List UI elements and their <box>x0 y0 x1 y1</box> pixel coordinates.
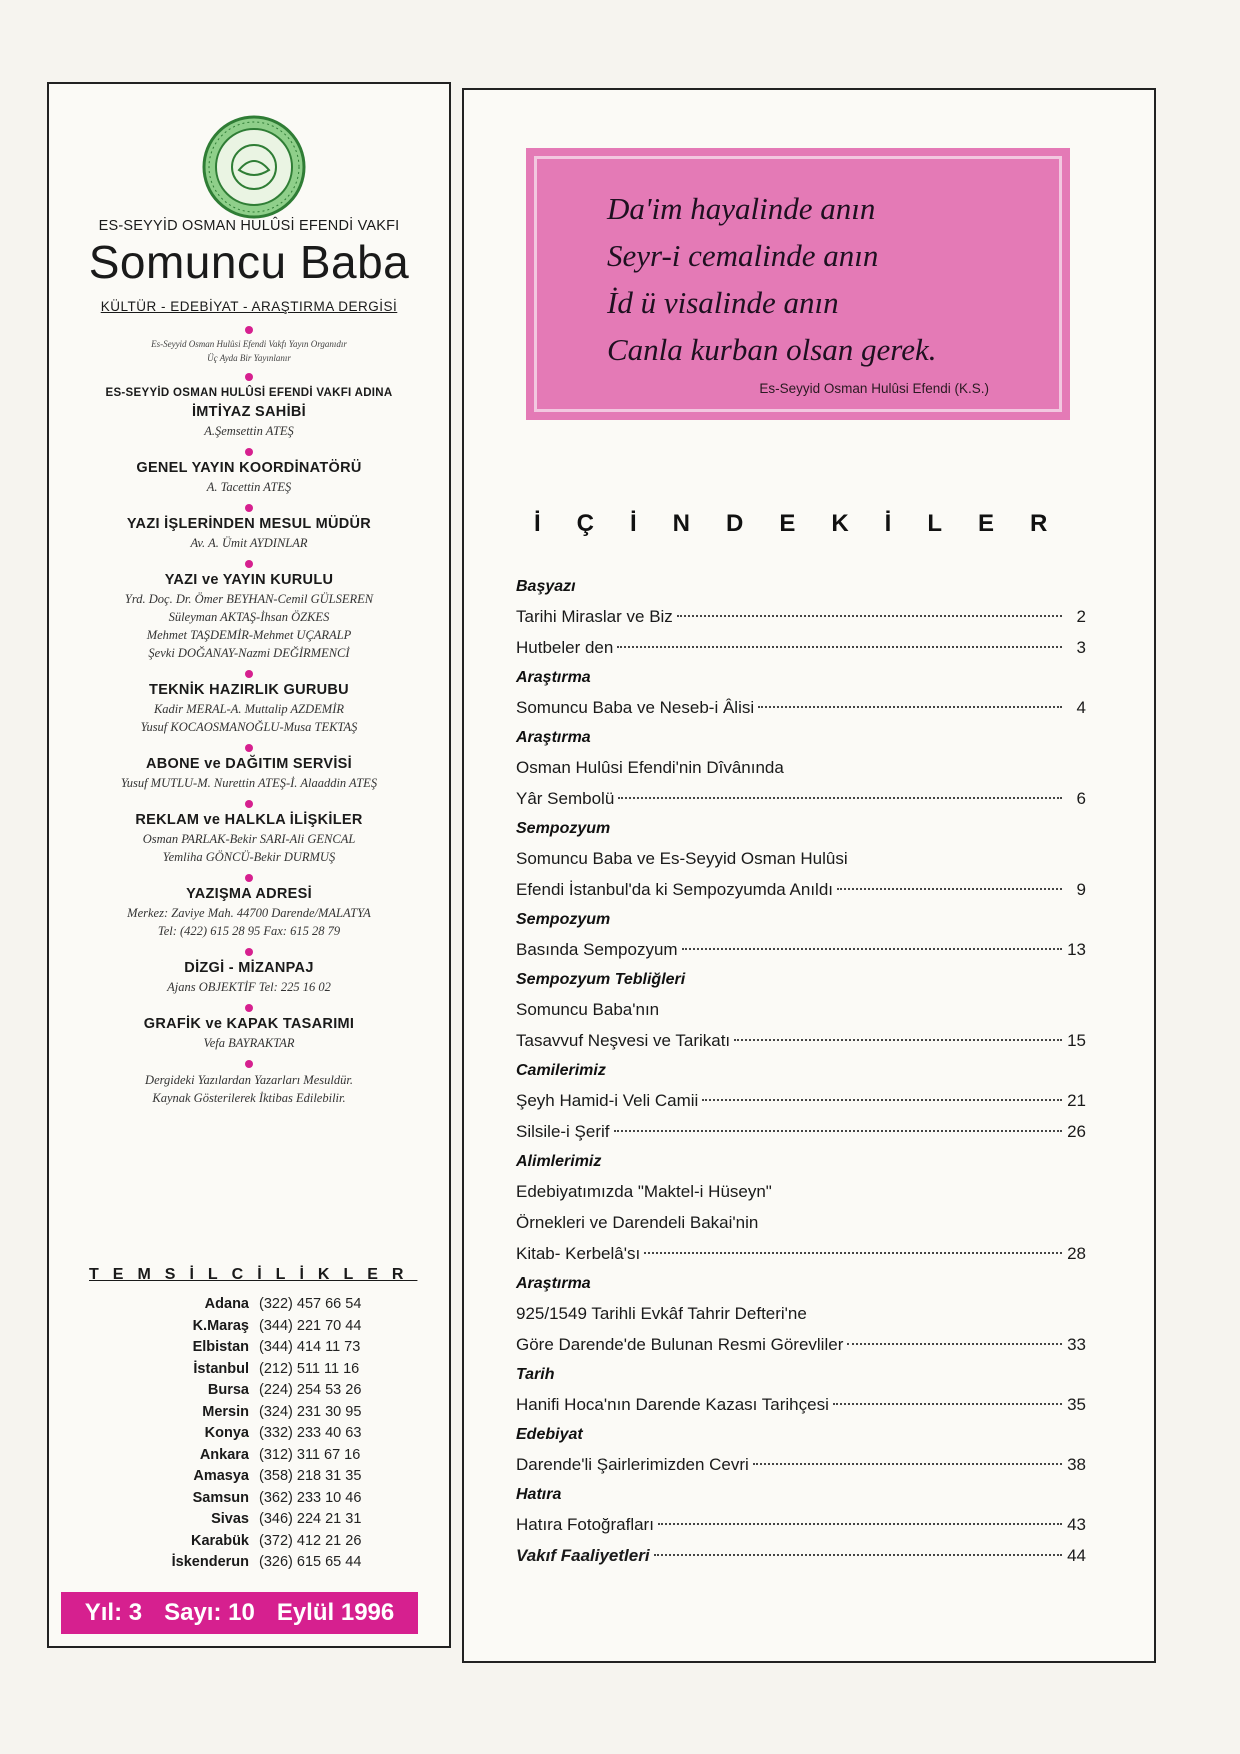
toc-section-heading: Alimlerimiz <box>516 1153 602 1170</box>
toc-section-heading: Başyazı <box>516 578 576 595</box>
toc-page-number: 9 <box>1076 880 1086 899</box>
toc-title-line: Edebiyatımızda "Maktel-i Hüseyn" <box>516 1182 772 1201</box>
toc-entry[interactable] <box>516 1389 1086 1420</box>
bullet-dot <box>245 1060 253 1068</box>
rep-city: Sivas <box>211 1511 249 1527</box>
credit-block <box>57 448 441 496</box>
foundation-seal-logo <box>201 114 307 220</box>
rep-phone: (322) 457 66 54 <box>259 1296 362 1312</box>
credit-role: YAZI ve YAYIN KURULU <box>164 572 334 588</box>
toc-page-number: 3 <box>1076 638 1086 657</box>
credit-block <box>57 670 441 736</box>
toc-entry-title: Efendi İstanbul'da ki Sempozyumda Anıldı <box>516 880 833 899</box>
toc-entry[interactable] <box>516 632 1086 663</box>
toc-dot-leader <box>682 948 1062 950</box>
rep-city: Samsun <box>192 1489 249 1506</box>
rep-phone: (344) 414 11 73 <box>259 1339 361 1355</box>
toc-entry[interactable] <box>516 601 1086 632</box>
poem-line: Da'im hayalinde anın <box>607 191 876 226</box>
bullet-dot <box>245 948 253 956</box>
toc-page-number: 33 <box>1067 1335 1086 1354</box>
toc-section-heading: Araştırma <box>516 1275 591 1292</box>
toc-dot-leader <box>847 1343 1062 1345</box>
bullet-dot <box>245 326 253 334</box>
toc-dot-leader <box>833 1403 1062 1405</box>
credit-block <box>57 744 441 792</box>
rep-city: Konya <box>204 1425 249 1441</box>
credit-role: REKLAM ve HALKLA İLİŞKİLER <box>135 812 363 828</box>
rep-phone: (358) 218 31 35 <box>259 1468 362 1484</box>
rep-phone: (312) 311 67 16 <box>259 1446 361 1463</box>
toc-entry-title: Şeyh Hamid-i Veli Camii <box>516 1091 699 1110</box>
issue-date: Eylül 1996 <box>276 1599 395 1626</box>
rep-phone: (346) 224 21 31 <box>259 1511 362 1527</box>
credit-name: Yemliha GÖNCÜ-Bekir DURMUŞ <box>162 850 336 864</box>
toc-section-heading: Araştırma <box>516 669 591 686</box>
toc-title-line: Örnekleri ve Darendeli Bakai'nin <box>516 1213 759 1232</box>
rep-city: Karabük <box>190 1532 249 1549</box>
representative-row <box>109 1294 361 1316</box>
toc-entry-title: Hanifi Hoca'nın Darende Kazası Tarihçesi <box>516 1395 829 1414</box>
credit-name: Kadir MERAL-A. Muttalip AZDEMİR <box>153 702 345 716</box>
rep-city: İstanbul <box>193 1360 249 1377</box>
credit-block <box>57 1004 441 1052</box>
representative-row <box>109 1423 361 1445</box>
toc-dot-leader <box>617 646 1062 648</box>
toc-page-number: 43 <box>1067 1515 1086 1534</box>
credit-name: Tel: (422) 615 28 95 Fax: 615 28 79 <box>157 924 341 938</box>
representative-row <box>109 1552 361 1574</box>
citation-note: Dergideki Yazılardan Yazarları Mesuldür. Kaynak Gösterilerek İktibas Edilebilir. <box>57 1060 441 1107</box>
credit-role: TEKNİK HAZIRLIK GURUBU <box>149 682 349 698</box>
representative-row <box>109 1337 361 1359</box>
toc-entry[interactable] <box>516 1025 1086 1056</box>
credit-name: Yrd. Doç. Dr. Ömer BEYHAN-Cemil GÜLSEREN <box>124 592 374 606</box>
toc-title-line: Osman Hulûsi Efendi'nin Dîvânında <box>516 758 784 777</box>
bullet-dot <box>245 874 253 882</box>
rep-city: Bursa <box>207 1382 249 1398</box>
bullet-dot <box>245 1004 253 1012</box>
rep-city: Mersin <box>202 1403 249 1420</box>
toc-page-number: 28 <box>1067 1244 1086 1263</box>
table-of-contents <box>516 572 1086 1571</box>
magazine-title: Somuncu Baba <box>88 236 410 288</box>
representative-row <box>109 1359 361 1381</box>
toc-entry-title: Kitab- Kerbelâ'sı <box>516 1244 641 1263</box>
toc-entry-title: Somuncu Baba ve Neseb-i Âlisi <box>516 698 755 717</box>
toc-entry-title: Hutbeler den <box>516 638 614 657</box>
foundation-name: ES-SEYYİD OSMAN HULÛSİ EFENDİ VAKFI <box>98 218 400 234</box>
toc-page-number: 2 <box>1076 607 1086 626</box>
toc-dot-leader <box>734 1039 1062 1041</box>
issue-number: Sayı: 10 <box>164 1599 255 1626</box>
credit-name: Osman PARLAK-Bekir SARI-Ali GENCAL <box>142 832 356 846</box>
toc-title-line: 925/1549 Tarihli Evkâf Tahrir Defteri'ne <box>516 1304 807 1323</box>
toc-page-number: 35 <box>1067 1395 1086 1414</box>
credit-name: Vefa BAYRAKTAR <box>203 1036 295 1050</box>
poem-box <box>526 148 1070 420</box>
toc-dot-leader <box>614 1130 1062 1132</box>
credits-list <box>57 326 441 1115</box>
toc-entry-title: Yâr Sembolü <box>516 789 615 808</box>
credit-name: Yusuf KOCAOSMANOĞLU-Musa TEKTAŞ <box>140 720 358 734</box>
credit-role: GRAFİK ve KAPAK TASARIMI <box>143 1016 355 1032</box>
toc-entry[interactable] <box>516 783 1086 814</box>
credit-block <box>57 373 441 440</box>
representative-row <box>109 1466 361 1488</box>
toc-section-heading: Sempozyum Tebliğleri <box>516 971 686 988</box>
toc-entry[interactable] <box>516 1509 1086 1540</box>
credit-role: ABONE ve DAĞITIM SERVİSİ <box>146 756 352 772</box>
bullet-dot <box>245 373 253 381</box>
toc-dot-leader <box>644 1252 1062 1254</box>
issue-info-bar <box>61 1592 418 1634</box>
representatives-title: TEMSİLCİLİKLER <box>89 1266 418 1283</box>
representative-row <box>109 1531 361 1553</box>
toc-page-number: 15 <box>1067 1031 1086 1050</box>
toc-entry-title: Darende'li Şairlerimizden Cevri <box>516 1455 749 1474</box>
toc-entry[interactable] <box>516 1085 1086 1116</box>
representative-row <box>109 1402 361 1424</box>
bullet-dot <box>245 744 253 752</box>
toc-entry-title: Silsile-i Şerif <box>516 1122 610 1141</box>
toc-entry[interactable] <box>516 1238 1086 1269</box>
toc-section-heading: Tarih <box>516 1366 555 1383</box>
rep-city: Elbistan <box>192 1339 249 1355</box>
toc-page-number: 4 <box>1076 698 1086 717</box>
toc-page-number: 44 <box>1067 1546 1086 1565</box>
credit-name: Ajans OBJEKTİF Tel: 225 16 02 <box>167 980 331 994</box>
toc-entry[interactable] <box>516 1116 1086 1147</box>
toc-section-heading: Araştırma <box>516 729 591 746</box>
toc-entry[interactable] <box>516 1329 1086 1360</box>
credit-name: Merkez: Zaviye Mah. 44700 Darende/MALATYA <box>127 906 371 920</box>
toc-dot-leader <box>618 797 1062 799</box>
rep-phone: (224) 254 53 26 <box>259 1382 362 1398</box>
toc-dot-leader <box>837 888 1062 890</box>
poem-lines <box>607 185 936 373</box>
credit-block <box>57 800 441 866</box>
toc-dot-leader <box>654 1554 1062 1556</box>
rep-city: Adana <box>204 1296 249 1312</box>
bullet-dot <box>245 560 253 568</box>
toc-entry[interactable] <box>516 692 1086 723</box>
rep-phone: (326) 615 65 44 <box>259 1554 362 1570</box>
toc-entry[interactable] <box>516 874 1086 905</box>
rep-phone: (212) 511 11 16 <box>259 1360 360 1377</box>
toc-section-heading: Sempozyum <box>516 820 611 837</box>
toc-page-number: 13 <box>1067 940 1086 959</box>
contents-panel <box>462 88 1156 1663</box>
credit-name: Yusuf MUTLU-M. Nurettin ATEŞ-İ. Alaaddin ATEŞ <box>120 776 378 790</box>
representative-row <box>109 1509 361 1531</box>
rep-phone: (372) 412 21 26 <box>259 1532 362 1549</box>
bullet-dot <box>245 504 253 512</box>
masthead-panel <box>47 82 451 1648</box>
poem-line: Seyr-i cemalinde anın <box>607 238 879 273</box>
credit-role: İMTİYAZ SAHİBİ <box>191 404 307 420</box>
toc-section-heading: Hatıra <box>516 1486 562 1503</box>
rep-phone: (324) 231 30 95 <box>259 1403 362 1420</box>
publication-note: Es-Seyyid Osman Hulûsi Efendi Vakfı Yayın Organıdır Üç Ayda Bir Yayınlanır <box>57 326 441 365</box>
credit-role: DİZGİ - MİZANPAJ <box>184 960 314 976</box>
rep-phone: (344) 221 70 44 <box>259 1317 362 1334</box>
credit-name: Av. A. Ümit AYDINLAR <box>190 536 308 550</box>
toc-section-heading: Sempozyum <box>516 911 611 928</box>
rep-phone: (332) 233 40 63 <box>259 1425 362 1441</box>
toc-entry[interactable] <box>516 1540 1086 1571</box>
credit-block <box>57 560 441 662</box>
rep-city: K.Maraş <box>192 1317 249 1334</box>
rep-city: İskenderun <box>171 1554 249 1570</box>
toc-section-heading: Camilerimiz <box>516 1062 606 1079</box>
poem-line: İd ü visalinde anın <box>607 285 839 320</box>
credit-role: GENEL YAYIN KOORDİNATÖRÜ <box>136 460 362 476</box>
credit-name: Şevki DOĞANAY-Nazmi DEĞİRMENCİ <box>148 646 350 660</box>
credit-name: Süleyman AKTAŞ-İhsan ÖZKES <box>168 610 330 624</box>
credit-block <box>57 948 441 996</box>
bullet-dot <box>245 800 253 808</box>
toc-dot-leader <box>658 1523 1062 1525</box>
toc-entry-title: Tarihi Miraslar ve Biz <box>516 607 673 626</box>
representatives-list <box>109 1294 361 1574</box>
toc-page-number: 21 <box>1067 1091 1086 1110</box>
credit-name: A.Şemsettin ATEŞ <box>204 424 294 438</box>
credit-role: YAZIŞMA ADRESİ <box>186 886 312 902</box>
representative-row <box>109 1380 361 1402</box>
toc-page-number: 6 <box>1076 789 1086 808</box>
representative-row <box>109 1445 361 1467</box>
credit-role: YAZI İŞLERİNDEN MESUL MÜDÜR <box>126 516 372 532</box>
bullet-dot <box>245 448 253 456</box>
toc-dot-leader <box>758 706 1062 708</box>
toc-section-heading: Edebiyat <box>516 1426 583 1443</box>
rep-phone: (362) 233 10 46 <box>259 1489 362 1506</box>
representative-row <box>109 1488 361 1510</box>
issue-year: Yıl: 3 <box>84 1599 143 1626</box>
toc-title: İÇİNDEKİLER <box>534 510 1084 537</box>
toc-entry-title: Basında Sempozyum <box>516 940 678 959</box>
toc-entry[interactable] <box>516 934 1086 965</box>
toc-entry[interactable] <box>516 1449 1086 1480</box>
toc-entry-title: Hatıra Fotoğrafları <box>516 1515 654 1534</box>
toc-entry-title: Tasavvuf Neşvesi ve Tarikatı <box>516 1031 731 1050</box>
rep-city: Amasya <box>193 1468 249 1484</box>
toc-page-number: 38 <box>1067 1455 1086 1474</box>
credit-block <box>57 504 441 552</box>
credit-name: Mehmet TAŞDEMİR-Mehmet UÇARALP <box>146 628 352 642</box>
representative-row <box>109 1316 361 1338</box>
rep-city: Ankara <box>199 1446 249 1463</box>
toc-page-number: 26 <box>1067 1122 1086 1141</box>
toc-entry-title: Göre Darende'de Bulunan Resmi Görevliler <box>516 1335 844 1354</box>
poem-line: Canla kurban olsan gerek. <box>607 332 937 367</box>
credit-block <box>57 874 441 940</box>
toc-dot-leader <box>677 615 1062 617</box>
toc-entry-title: Vakıf Faaliyetleri <box>516 1546 650 1565</box>
credit-name: A. Tacettin ATEŞ <box>206 480 292 494</box>
poem-author: Es-Seyyid Osman Hulûsi Efendi (K.S.) <box>759 381 989 396</box>
bullet-dot <box>245 670 253 678</box>
magazine-subtitle: KÜLTÜR - EDEBİYAT - ARAŞTIRMA DERGİSİ <box>100 299 398 314</box>
credit-role-prefix: ES-SEYYİD OSMAN HULÛSİ EFENDİ VAKFI ADINA <box>105 387 393 399</box>
toc-dot-leader <box>702 1099 1062 1101</box>
toc-title-line: Somuncu Baba'nın <box>516 1000 660 1019</box>
toc-dot-leader <box>753 1463 1062 1465</box>
toc-title-line: Somuncu Baba ve Es-Seyyid Osman Hulûsi <box>516 849 848 868</box>
